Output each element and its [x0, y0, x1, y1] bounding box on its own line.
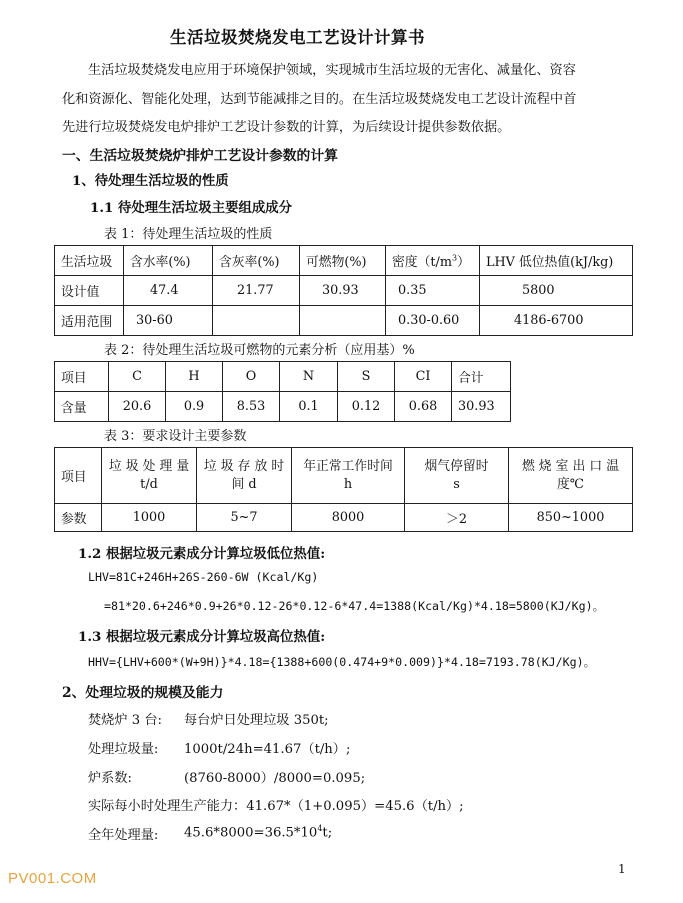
- table-cell: [213, 306, 300, 336]
- waste-amount-label: 处理垃圾量:: [88, 742, 159, 757]
- page-number: 1: [618, 862, 626, 876]
- table-2-header-cell: C: [109, 362, 166, 392]
- table-3-header-cell: [102, 448, 197, 504]
- table-2-header-cell: O: [223, 362, 280, 392]
- furnace-factor-label: 炉系数:: [88, 771, 133, 786]
- table-1: [54, 245, 633, 336]
- table-cell: 8000: [292, 504, 405, 532]
- annual-amount-label: 全年处理量:: [88, 828, 159, 843]
- table-3-header-cell: [405, 448, 509, 504]
- subsection-1-1-heading: 1.1 待处理生活垃圾主要组成成分: [90, 200, 293, 216]
- furnace-count-label: 焚烧炉 3 台:: [88, 713, 162, 728]
- header-line: 垃 圾 处 理 量: [108, 458, 190, 474]
- header-line: 年正常工作时间: [303, 458, 393, 474]
- table-cell: 0.12: [338, 392, 395, 422]
- table-2-header-row: [55, 362, 511, 392]
- lhv-calculation: =81*20.6+246*0.9+26*0.12-26*0.12-6*47.4=1388(Kcal/Kg)*4.18=5800(KJ/Kg)。: [104, 599, 605, 613]
- annual-amount-base: 45.6*8000=36.5*10: [184, 825, 318, 841]
- annual-amount-value: [184, 824, 332, 840]
- section-2-heading: 2、处理垃圾的规模及能力: [62, 685, 224, 701]
- table-cell: 1000: [102, 504, 197, 532]
- table-cell: 30-60: [124, 306, 213, 336]
- header-line: 度℃: [556, 476, 585, 492]
- density-label: 密度（t/m: [392, 255, 452, 270]
- table-cell: ＞2: [405, 504, 509, 532]
- table-cell: [300, 306, 386, 336]
- table-cell: 47.4: [124, 276, 213, 306]
- table-1-header-row: [55, 246, 633, 276]
- watermark-logo: PV001.COM: [8, 870, 97, 887]
- table-cell: 0.9: [166, 392, 223, 422]
- table-3-header-cell: [197, 448, 292, 504]
- table-1-header-cell: LHV 低位热值(kJ/kg): [480, 246, 633, 276]
- table-cell: 5800: [480, 276, 633, 306]
- table-2: [54, 361, 511, 422]
- furnace-count-value: 每台炉日处理垃圾 350t;: [184, 713, 329, 728]
- density-exponent: 3: [451, 253, 458, 263]
- table-cell: 0.35: [386, 276, 480, 306]
- hourly-capacity: 实际每小时处理生产能力：41.67*（1+0.095）=45.6（t/h）;: [88, 799, 464, 814]
- table-cell: 5~7: [197, 504, 292, 532]
- table-2-header-cell: 合计: [452, 362, 511, 392]
- table-3-header-row: [55, 448, 633, 504]
- table-2-header-cell: N: [280, 362, 338, 392]
- header-line: 燃 烧 室 出 口 温: [521, 458, 620, 474]
- table-cell: 含量: [55, 392, 109, 422]
- table-3-header-cell: [509, 448, 633, 504]
- table-2-caption: 表 2：待处理生活垃圾可燃物的元素分析（应用基）%: [104, 343, 415, 358]
- subsection-1-2-heading: 1.2 根据垃圾元素成分计算垃圾低位热值:: [78, 546, 326, 562]
- table-cell: 0.68: [395, 392, 452, 422]
- header-line: s: [453, 476, 460, 492]
- table-1-caption: 表 1：待处理生活垃圾的性质: [104, 227, 273, 242]
- table-cell: 30.93: [452, 392, 511, 422]
- table-row: [55, 276, 633, 306]
- furnace-factor-value: (8760-8000）/8000=0.095;: [184, 771, 366, 786]
- annual-amount-unit: t;: [322, 825, 333, 841]
- table-cell: 设计值: [55, 276, 124, 306]
- table-3-header-cell: [292, 448, 405, 504]
- table-1-header-cell-density: [386, 246, 480, 276]
- table-cell: 0.30-0.60: [386, 306, 480, 336]
- table-1-header-cell: 生活垃圾: [55, 246, 124, 276]
- density-close: ）: [457, 255, 470, 270]
- section-1-heading: 一、生活垃圾焚烧炉排炉工艺设计参数的计算: [62, 148, 338, 164]
- table-row: [55, 504, 633, 532]
- table-1-header-cell: 含灰率(%): [213, 246, 300, 276]
- intro-line-1: 生活垃圾焚烧发电应用于环境保护领域，实现城市生活垃圾的无害化、减量化、资容: [88, 63, 576, 78]
- table-cell: 8.53: [223, 392, 280, 422]
- table-row: [55, 392, 511, 422]
- header-line: h: [343, 476, 353, 492]
- header-line: t/d: [140, 476, 158, 492]
- intro-line-2: 化和资源化、智能化处理，达到节能减排之目的。在生活垃圾焚烧发电工艺设计流程中首: [62, 92, 577, 107]
- table-2-header-cell: H: [166, 362, 223, 392]
- lhv-formula: LHV=81C+246H+26S-260-6W (Kcal/Kg): [88, 570, 319, 584]
- table-cell: 850~1000: [509, 504, 633, 532]
- table-1-header-cell: 可燃物(%): [300, 246, 386, 276]
- table-cell: 0.1: [280, 392, 338, 422]
- header-line: 垃 圾 存 放 时: [203, 458, 285, 474]
- table-cell: 30.93: [300, 276, 386, 306]
- page-title: 生活垃圾焚烧发电工艺设计计算书: [170, 28, 425, 47]
- subsection-1-heading: 1、待处理生活垃圾的性质: [72, 173, 229, 189]
- table-3-caption: 表 3：要求设计主要参数: [104, 429, 247, 444]
- table-cell: 4186-6700: [480, 306, 633, 336]
- header-line: 间 d: [231, 476, 257, 492]
- table-2-header-cell: CI: [395, 362, 452, 392]
- table-3-header-cell: 项目: [55, 448, 102, 504]
- table-row: [55, 306, 633, 336]
- hhv-formula: HHV={LHV+600*(W+9H)}*4.18={1388+600(0.474+9*0.009)}*4.18=7193.78(KJ/Kg)。: [88, 655, 596, 669]
- table-3: [54, 447, 633, 532]
- waste-amount-value: 1000t/24h=41.67（t/h）;: [184, 742, 351, 757]
- table-cell: 参数: [55, 504, 102, 532]
- subsection-1-3-heading: 1.3 根据垃圾元素成分计算垃圾高位热值:: [78, 629, 326, 645]
- table-2-header-cell: 项目: [55, 362, 109, 392]
- table-cell: 适用范围: [55, 306, 124, 336]
- table-2-header-cell: S: [338, 362, 395, 392]
- annual-amount-exponent: 4: [317, 824, 323, 833]
- table-cell: 21.77: [213, 276, 300, 306]
- table-1-header-cell: 含水率(%): [124, 246, 213, 276]
- table-cell: 20.6: [109, 392, 166, 422]
- header-line: 烟气停留时: [424, 458, 489, 474]
- intro-line-3: 先进行垃圾焚烧发电炉排炉工艺设计参数的计算，为后续设计提供参数依据。: [62, 120, 511, 135]
